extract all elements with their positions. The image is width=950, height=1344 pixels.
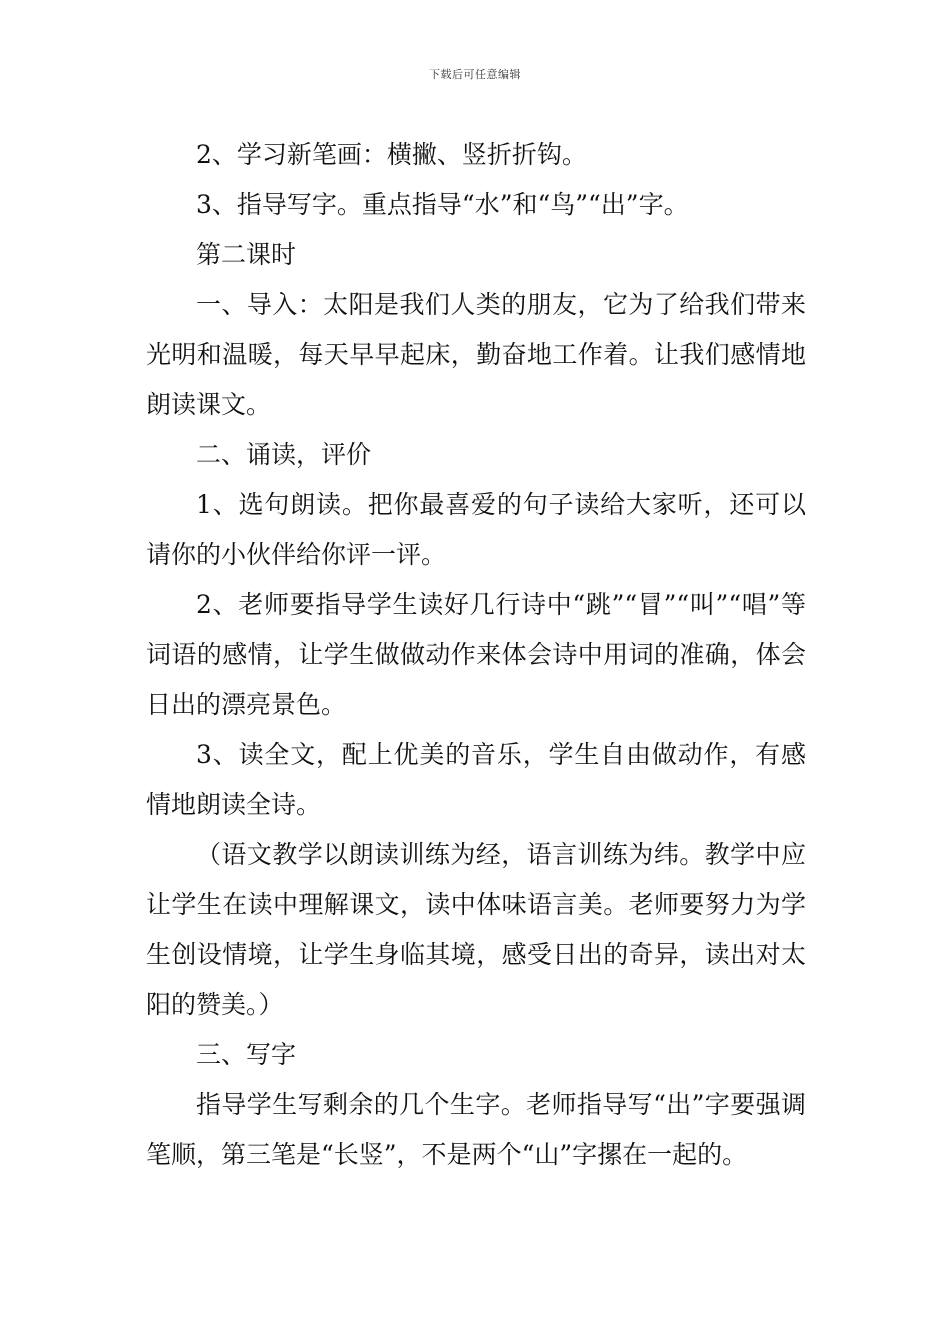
paragraph: 2、学习新笔画：横撇、竖折折钩。 [196, 140, 587, 169]
paragraph: 3、指导写字。重点指导“水”和“鸟”“出”字。 [196, 190, 689, 219]
page-header: 下载后可任意编辑 [429, 68, 521, 81]
document-body [146, 130, 806, 1180]
section-heading: 三、写字 [196, 1040, 297, 1069]
section-title: 第二课时 [196, 240, 297, 269]
paragraph: 2、老师要指导学生读好几行诗中“跳”“冒”“叫”“唱”等词语的感情，让学生做做动作来体会诗中用词的准确，体会日出的漂亮景色。 [146, 590, 806, 719]
paragraph: 指导学生写剩余的几个生字。老师指导写“出”字要强调笔顺，第三笔是“长竖”，不是两个“山”字摞在一起的。 [146, 1090, 806, 1169]
paragraph: 1、选句朗读。把你最喜爱的句子读给大家听，还可以请你的小伙伴给你评一评。 [146, 490, 806, 569]
paragraph: 一、导入：太阳是我们人类的朋友，它为了给我们带来光明和温暖，每天早早起床，勤奋地工作着。让我们感情地朗读课文。 [146, 290, 806, 419]
section-heading: 二、诵读，评价 [196, 440, 372, 469]
paragraph: （语文教学以朗读训练为经，语言训练为纬。教学中应让学生在读中理解课文，读中体味语言美。老师要努力为学生创设情境，让学生身临其境，感受日出的奇异，读出对太阳的赞美。） [146, 840, 806, 1019]
paragraph: 3、读全文，配上优美的音乐，学生自由做动作，有感情地朗读全诗。 [146, 740, 806, 819]
